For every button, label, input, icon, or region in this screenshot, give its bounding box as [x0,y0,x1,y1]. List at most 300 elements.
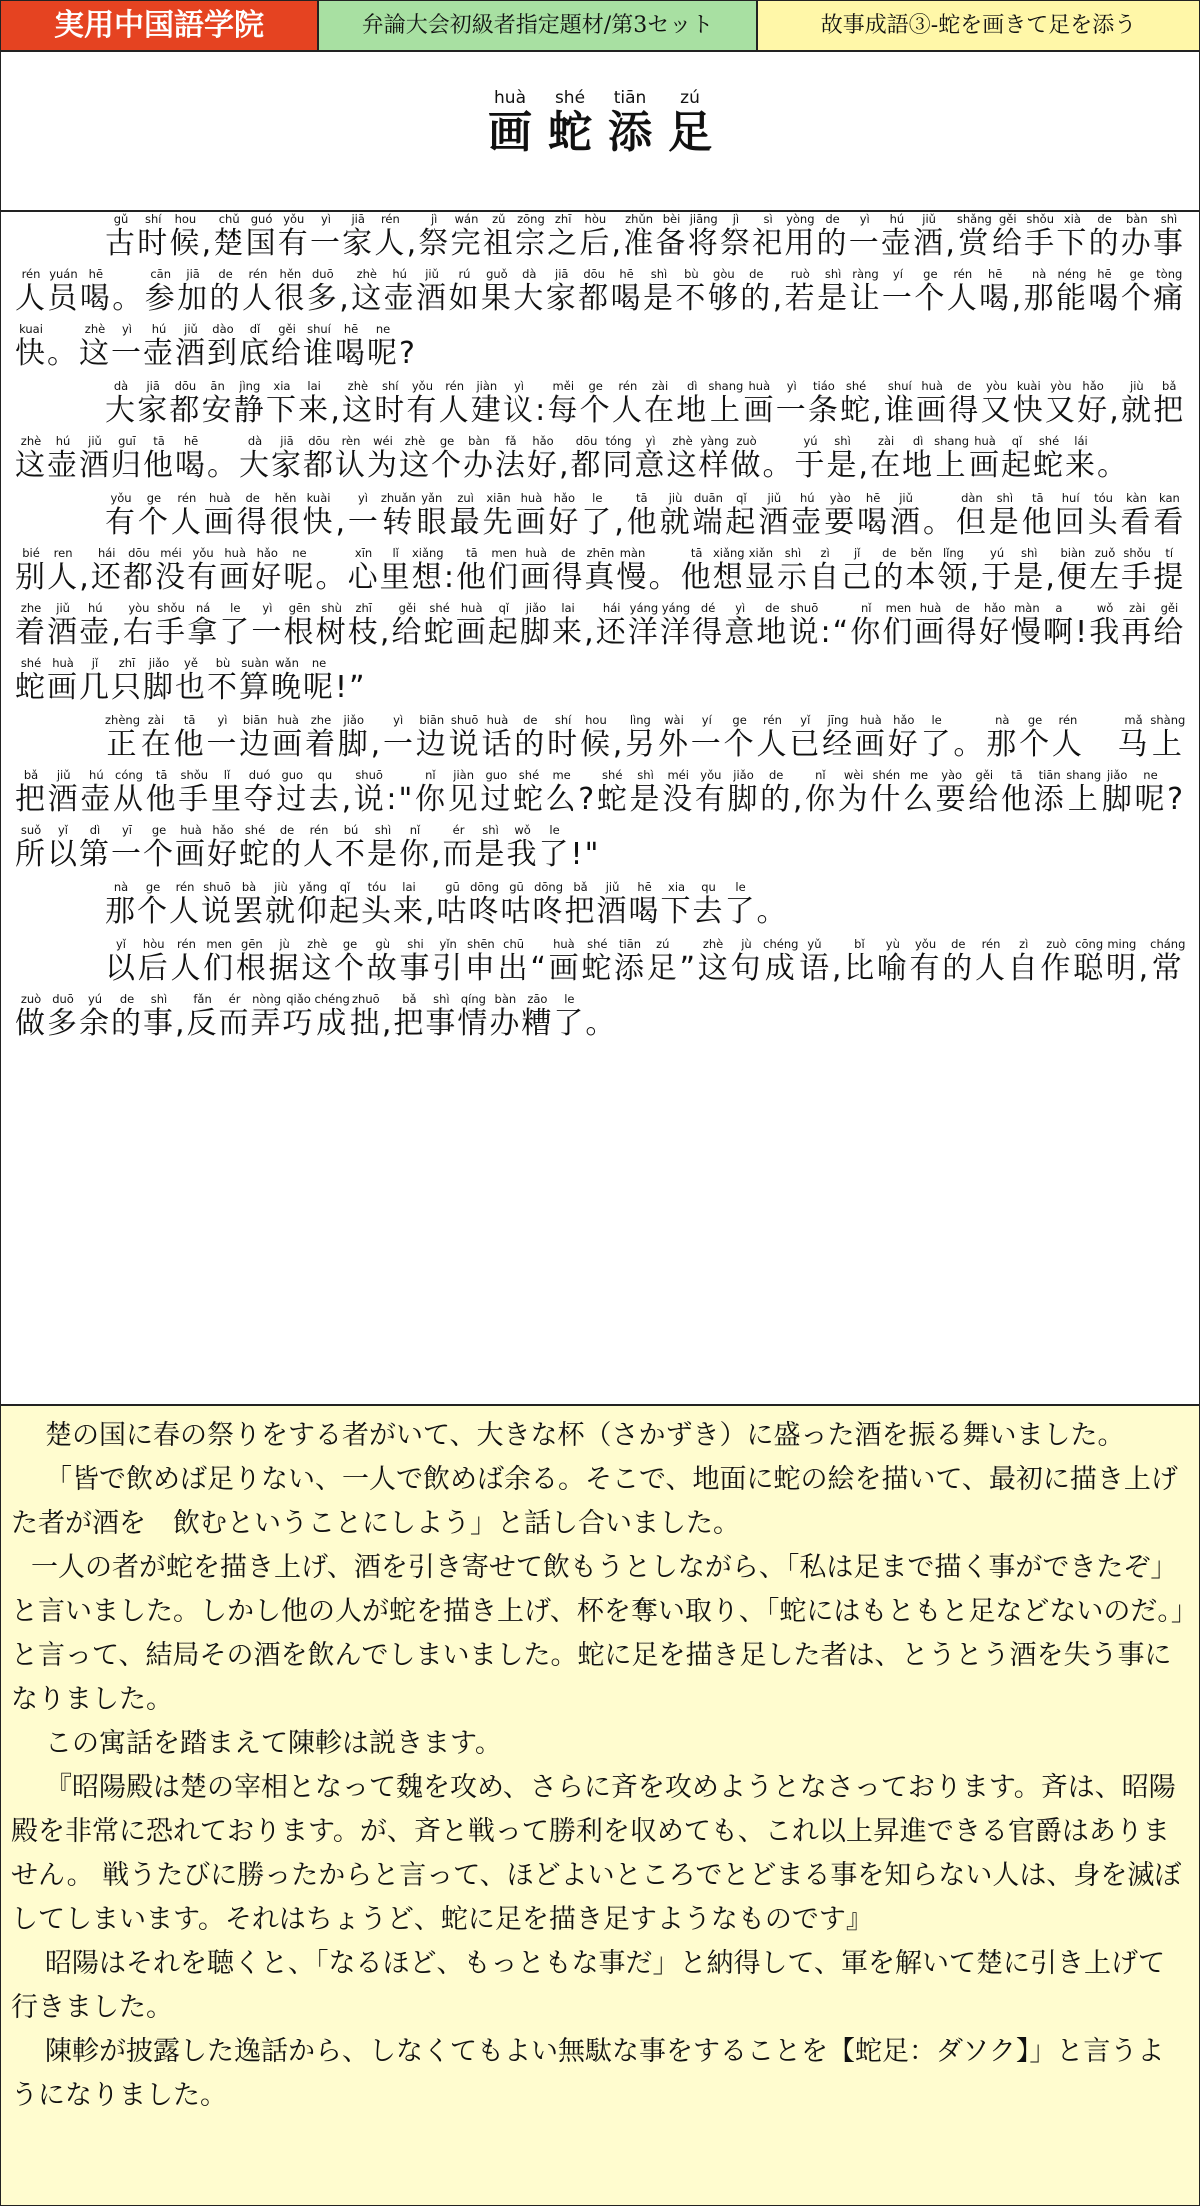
story-paragraph [15,493,1185,715]
story-char: 的de [209,267,242,316]
story-char: 为wèi [837,768,871,817]
story-char: 都dōu [122,546,155,595]
story-char: 给gěi [1153,601,1186,650]
story-char: 而ér [218,992,251,1041]
story-char: 了le [538,823,571,872]
story-char: 喝hē [610,267,643,316]
story-char: 他tā [1000,768,1034,817]
story-char: 。 [953,727,987,762]
story-char: 有yǒu [694,768,728,817]
story-char: 壶hú [47,434,79,483]
story-char: 慢màn [1010,601,1043,650]
story-char: 画huà [969,434,1001,483]
story-char: 画huà [854,713,888,762]
story-char: 我wǒ [506,823,539,872]
story-char: 有yǒu [406,379,439,428]
story-char: 端duān [692,491,726,540]
story-char: 赏shǎng [956,212,992,261]
story-char: 脚jiǎo [1101,768,1135,817]
story-char: 树shù [315,601,348,650]
story-char: 大dà [105,379,138,428]
story-char: 在zài [644,379,677,428]
story-char: 了le [219,601,252,650]
story-char: 。 [585,1006,618,1041]
story-char: 壶hú [143,322,175,371]
story-char: 什shén [870,768,903,817]
story-char: 个ge [723,713,757,762]
story-char: 加jiā [177,267,210,316]
story-char: 有yǒu [277,212,310,261]
story-char: 显xiǎn [744,546,777,595]
story-char: 把bǎ [393,992,426,1041]
story-char: , [831,951,844,986]
story-char: 于yú [981,546,1014,595]
series-label: 弁論大会初級者指定題材/第3セット [319,1,758,50]
story-char: 这zhè [15,434,47,483]
japanese-translation [1,1406,1199,2205]
story-char: 说shuō [788,601,821,650]
story-char: 画huà [272,713,305,762]
story-char: 过guo [276,768,309,817]
story-char: 比bǐ [843,937,877,986]
story-paragraph [15,381,1185,493]
story-char: 情qíng [457,992,490,1041]
story-char: 都dōu [570,434,603,483]
story-char: 咕gū [500,880,533,929]
story-char: 又yòu [1044,379,1078,428]
story-char: 个ge [334,937,367,986]
story-char: 来lai [552,601,585,650]
story-char: 好hǎo [527,434,559,483]
story-char: 画huà [47,656,79,705]
story-char: ? [578,782,597,817]
story-char: 左zuǒ [1089,546,1122,595]
story-char: 他tā [1021,491,1055,540]
story-char: 古gǔ [105,212,138,261]
story-char: 这zhè [399,434,431,483]
story-char: 了le [724,880,757,929]
story-char: 快kuài [1012,379,1045,428]
story-char: 这zhè [697,937,731,986]
story-char: : [535,393,548,428]
story-char: 祭jì [719,212,753,261]
story-char: 常cháng [1150,937,1186,986]
story-char: 心xīn [347,546,380,595]
story-char: 好hǎo [1077,379,1110,428]
story-char: 巧qiǎo [282,992,315,1041]
story-char: 没méi [155,546,188,595]
story-char: 用yòng [784,212,817,261]
story-char: 个ge [1019,713,1052,762]
story-char: 。 [315,560,348,595]
story-char: 来lái [1065,434,1097,483]
translation-paragraph: 楚の国に春の祭りをする者がいて、大きな杯（さかずき）に盛った酒を振る舞いました。 [45,1420,1125,1451]
story-char: 果guǒ [480,267,514,316]
story-char: 下xià [1056,212,1089,261]
story-char: 人rén [974,937,1008,986]
translation-paragraph: 『昭陽殿は楚の宰相となって魏を攻め、さらに斉を攻めようとなさっております。斉は、昭陽殿を非常に恐れております。が、斉と戦って勝利を収めても、これ以上昇進できる官爵はありません。 戦うたびに勝ったからと言って、ほどよいところでとどまる事を知らない人は、身を滅ぼしてしまいます。それはちょうど、蛇に足を描き足すようなものです』 [11,1772,1182,1935]
story-char: 也yě [175,656,207,705]
story-char: 有yǒu [105,491,138,540]
story-char: , [339,281,351,316]
story-char: 时shí [137,212,170,261]
story-char: 起qǐ [725,491,759,540]
story-char: 一yì [309,212,343,261]
story-char: 们men [882,601,915,650]
story-char: 洋yáng [627,601,660,650]
story-char: 画huà [916,379,949,428]
story-char: 提tí [1153,546,1186,595]
story-char: 反fǎn [186,992,219,1041]
story-char: 参cān [144,267,178,316]
story-char: 人ren [47,546,80,595]
story-char: 时shí [547,713,580,762]
story-char: 人rén [946,267,980,316]
story-char: 给gěi [391,601,424,650]
story-char: 起qǐ [487,601,520,650]
story-char: “ [832,615,851,650]
story-char: 是shì [474,823,507,872]
story-char: 要yào [935,768,969,817]
story-char: 人rén [438,379,471,428]
story-char: 了le [553,992,586,1041]
story-char: , [614,505,626,540]
story-char: 底dǐ [239,322,271,371]
story-char: 把bǎ [15,768,48,817]
chinese-passage-body [15,212,1185,1051]
story-char: ! [1075,615,1090,650]
story-char: 酒jiǔ [47,768,81,817]
story-char: 一yì [848,212,881,261]
story-char: 便biàn [1056,546,1090,595]
story-char: 起qǐ [1001,434,1033,483]
story-char: 的de [514,713,548,762]
story-char: 们men [488,546,521,595]
story-char: 夺duó [243,768,277,817]
story-char: 画huà [455,601,488,650]
story-char: 准zhǔn [623,212,656,261]
story-char: 酒jiǔ [47,601,80,650]
story-char: 这zhè [350,267,384,316]
story-char: 转zhuǎn [380,491,416,540]
story-char: ? [399,336,417,371]
story-char: 边biān [415,713,449,762]
story-char: 另lìng [624,713,658,762]
story-char: 法fǎ [495,434,527,483]
story-char: 蛇shé [423,601,456,650]
story-char: 家jiā [271,434,303,483]
story-char: 这zhè [341,379,375,428]
story-char: 人rén [170,937,204,986]
story-char: 外wài [657,713,691,762]
title-section [1,52,1199,212]
story-char: 得de [948,379,981,428]
story-char: 下xia [660,880,693,929]
story-char: 每měi [547,379,580,428]
story-char: 真zhēn [584,546,617,595]
title-char: 蛇shé [548,88,592,158]
story-char: 。 [112,281,145,316]
story-char: , [1109,393,1121,428]
story-char: 聪cōng [1073,937,1106,986]
story-char: 的de [740,267,773,316]
story-char: 若ruò [784,267,818,316]
story-char: , [330,393,342,428]
story-char: 晚wǎn [271,656,303,705]
story-char: 酒jiǔ [79,434,111,483]
title-char: 足zú [668,88,712,158]
story-char: 议yì [502,379,536,428]
page-title [1,90,1199,160]
story-char: 谁shuí [303,322,335,371]
story-char: 没méi [662,768,695,817]
story-char: 成chéng [763,937,799,986]
story-char: 家jiā [342,212,375,261]
story-char: , [611,226,624,261]
story-char: 你nǐ [804,768,838,817]
story-char: 够gòu [707,267,741,316]
story-char: 马mǎ [1117,713,1151,762]
story-char: 意yì [634,434,667,483]
story-char: 故gù [366,937,400,986]
story-char: 这zhè [79,322,111,371]
story-char: 人rén [170,491,204,540]
story-char: 一yì [347,491,381,540]
story-char: 家jiā [137,379,170,428]
story-paragraph [15,939,1185,1051]
story-char: 就jiù [1120,379,1154,428]
story-char: 眼yǎn [415,491,450,540]
story-char: 拙zhuō [349,992,382,1041]
story-char: 同tóng [602,434,635,483]
story-char: 不bù [675,267,708,316]
story-char: 酒jiǔ [175,322,207,371]
story-char: 这zhè [666,434,699,483]
story-char: 是shì [826,434,859,483]
story-char: 。 [207,448,239,483]
story-char: , [559,448,571,483]
story-char: 好hǎo [207,823,239,872]
story-char: 祖zǔ [482,212,515,261]
story-char: 余yú [79,992,111,1041]
story-char: : [820,615,833,650]
story-char: , [1045,560,1057,595]
story-char: 痛tòng [1153,267,1186,316]
story-char: 办bàn [489,992,522,1041]
story-char: , [945,226,957,261]
story-char: 以yǐ [47,823,79,872]
story-char: 回huí [1054,491,1088,540]
story-char: 个ge [143,823,175,872]
story-char: 好hǎo [251,546,284,595]
story-char: 我wǒ [1089,601,1122,650]
story-char: 壶hú [791,491,825,540]
story-char: 这zhè [301,937,335,986]
story-char: 有yǒu [909,937,943,986]
story-char: 己jǐ [841,546,874,595]
story-char: 画huà [914,601,947,650]
story-char: 人rén [303,823,335,872]
story-char: 得dé [692,601,725,650]
translation-paragraph: 「皆で飲めば足りない、一人で飲めば余る。そこで、地面に蛇の絵を描いて、最初に描き上げた者が酒を 飲むということにしよう」と話し合いました。 [11,1464,1178,1539]
story-char: 根gēn [235,937,269,986]
story-char: 以yǐ [105,937,138,986]
story-char: 的de [873,546,906,595]
story-char: 里lǐ [379,546,412,595]
story-char: 人rén [1051,713,1085,762]
story-char: 喝hē [175,434,207,483]
story-char: 要yào [824,491,858,540]
story-char: 还hái [595,601,628,650]
story-char: 在zài [140,713,174,762]
story-char: , [584,615,596,650]
story-char: 为wéi [367,434,399,483]
story-char: 归guī [111,434,143,483]
story-char: 申shēn [464,937,498,986]
story-char: 事shì [425,992,458,1041]
story-char: 你nǐ [399,823,431,872]
story-char: 壶hú [880,212,914,261]
story-char: 能néng [1055,267,1089,316]
story-char: 是shì [817,267,850,316]
story-char: 一yí [690,713,724,762]
story-char: 后hòu [137,937,171,986]
story-char: 个ge [579,379,612,428]
story-char: 他tā [625,491,660,540]
story-char: 蛇shé [512,768,546,817]
story-char: 喝hē [79,267,113,316]
story-char: 人rén [15,267,48,316]
story-char: 酒jiǔ [596,880,629,929]
japanese-translation-body [11,1414,1187,2118]
story-char: 。 [756,894,789,929]
story-char: 来lai [298,379,331,428]
story-char: 句jù [730,937,764,986]
story-char: 经jīng [822,713,855,762]
story-char: 蛇shé [581,937,615,986]
story-char: 酒jiǔ [416,267,449,316]
story-char: 得de [946,601,979,650]
story-char: 上shang [934,434,970,483]
story-char: 作zuò [1040,937,1074,986]
story-char: 喝hē [628,880,661,929]
story-char: 事shì [143,992,175,1041]
story-char: 只zhī [111,656,143,705]
translation-paragraph: 一人の者が蛇を描き上げ、酒を引き寄せて飲もうとしながら、「私は足まで描く事ができたぞ」と言いました。しかし他の人が蛇を描き上げ、杯を奪い取り、「蛇にはもともと足などないのだ。」と言って、結局その酒を飲んでしまいました。蛇に足を描き足した者は、とうとう酒を失う事になりました。 [11,1552,1185,1715]
story-char: 右yòu [122,601,156,650]
story-char: 去qu [308,768,342,817]
story-char: 边biān [239,713,273,762]
story-char: 认rèn [335,434,367,483]
story-char: 把bǎ [1153,379,1186,428]
story-char: 之zhī [547,212,580,261]
story-char: , [79,560,91,595]
story-char: 都dōu [169,379,202,428]
story-char: 画huà [219,546,252,595]
story-char: 啊a [1042,601,1076,650]
story-char: 那nà [986,713,1020,762]
story-char: 好hǎo [887,713,921,762]
story-char: 人rén [756,713,790,762]
story-char: 的de [760,768,793,817]
story-char: 备bèi [655,212,688,261]
story-char: , [381,1006,394,1041]
story-char: 他tā [680,546,713,595]
story-char: 蛇shé [840,379,873,428]
story-char: , [406,226,419,261]
story-paragraph [15,882,1185,939]
story-char: , [111,615,123,650]
story-char: 呢ne [283,546,316,595]
story-char: 把bǎ [564,880,597,929]
story-char: 到dào [207,322,239,371]
title-char: 画huà [488,88,532,158]
story-char: 他tā [143,434,175,483]
story-char: 让ràng [849,267,882,316]
story-char: 见jiàn [447,768,481,817]
story-char: , [792,782,805,817]
story-char: 脚jiǎo [519,601,553,650]
story-char: , [1138,951,1151,986]
title-char: 添tiān [608,88,652,158]
story-char: , [772,281,785,316]
story-char: 呢ne [367,322,399,371]
story-char: 根gēn [283,601,316,650]
story-char: 。 [1097,448,1129,483]
translation-paragraph: 昭陽はそれを聴くと、「なるほど、もっともな事だ」と納得して、軍を解いて楚に引き上げて行きました。 [11,1948,1165,2023]
story-char: , [872,393,884,428]
story-char: 快kuai [15,322,47,371]
story-char: 就jiù [659,491,693,540]
translation-paragraph: この寓話を踏まえて陳軫は説きます。 [45,1728,502,1759]
story-char: 自zì [1007,937,1041,986]
story-char: 那nà [1023,267,1056,316]
story-char: 将jiāng [687,212,720,261]
story-char: 大dà [239,434,271,483]
story-char: 洋yáng [660,601,693,650]
story-char: 蛇shé [239,823,271,872]
story-char: 。 [648,560,681,595]
story-char: 上shang [1066,768,1102,817]
story-char: 员yuán [47,267,80,316]
story-char: 意yì [724,601,757,650]
story-char: , [425,894,437,929]
story-char: 一yī [111,823,143,872]
story-char: 画huà [175,823,207,872]
story-char: 办bàn [1120,212,1153,261]
story-char: 都dōu [303,434,335,483]
story-char: 个ge [137,491,171,540]
story-char: 国guó [245,212,278,261]
story-char: , [858,448,871,483]
story-char: 从cóng [112,768,146,817]
story-char: 给gěi [968,768,1001,817]
story-char: " [584,837,601,872]
story-char: 了le [581,491,615,540]
story-char: 都dōu [578,267,611,316]
header-bar [1,1,1199,52]
lesson-label: 故事成語③-蛇を画きて足を添う [758,1,1199,50]
story-char: 拿ná [187,601,220,650]
story-char: 酒jiǔ [913,212,946,261]
story-char: 添tiān [614,937,647,986]
story-char: 喝hē [1088,267,1121,316]
story-char: 地dì [902,434,935,483]
story-char: 是shì [367,823,399,872]
story-char: 地de [756,601,789,650]
story-char: 喝hē [857,491,891,540]
story-char: 成chéng [314,992,350,1041]
